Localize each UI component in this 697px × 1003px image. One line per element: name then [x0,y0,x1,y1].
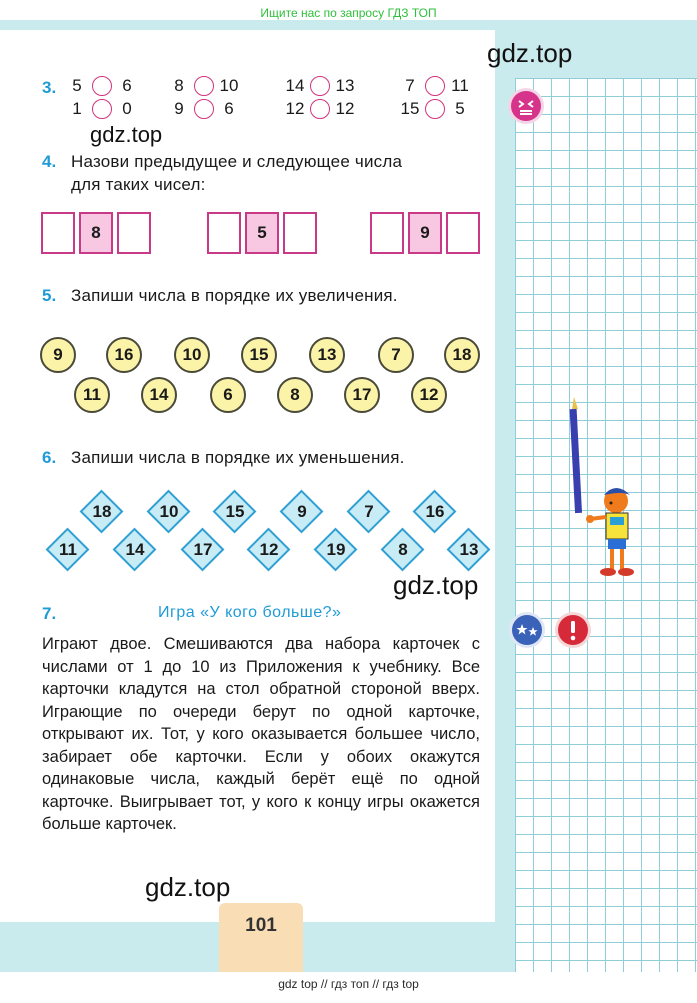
number-diamond: 15 [213,490,257,534]
comparison-item [399,99,471,119]
number-diamond: 14 [113,528,157,572]
empty-box[interactable] [117,212,151,254]
empty-box[interactable] [283,212,317,254]
task-number: 3. [42,78,57,97]
number-circle: 8 [277,377,313,413]
right-number: 6 [224,99,234,118]
footer-links[interactable]: gdz top // гдз топ // гдз top [278,977,419,991]
comparison-item [399,76,471,96]
left-number: 12 [285,99,305,118]
watermark: gdz.top [487,38,573,68]
left-number: 9 [174,99,184,118]
number-diamond: 12 [247,528,291,572]
comparison-item [66,76,138,96]
empty-box[interactable] [207,212,241,254]
number-circle: 13 [309,337,345,373]
number-circle: 10 [174,337,210,373]
comparison-item [284,76,356,96]
number-circle: 18 [444,337,480,373]
left-number: 14 [285,76,305,95]
left-number: 5 [72,76,82,95]
task-number: 7. [42,604,57,623]
task-text: Назови предыдущее и следующее числа [71,152,403,171]
given-number-box: 5 [245,212,279,254]
comparison-item [168,99,240,119]
comparison-item [284,99,356,119]
right-number: 6 [122,76,132,95]
boy-with-pencil-illustration [560,395,640,585]
comparison-item [66,99,138,119]
watermark: gdz.top [145,872,231,902]
number-circle: 17 [344,377,380,413]
right-number: 5 [455,99,465,118]
empty-box[interactable] [41,212,75,254]
number-circle: 7 [378,337,414,373]
left-number: 1 [72,99,82,118]
watermark: gdz.top [393,570,479,600]
left-number: 7 [405,76,415,95]
number-diamond: 17 [181,528,225,572]
number-diamond: 16 [413,490,457,534]
comparison-sign-circle[interactable] [425,99,445,119]
comparison-sign-circle[interactable] [310,76,330,96]
number-diamond: 10 [147,490,191,534]
number-diamond: 18 [80,490,124,534]
number-neighbors-group [41,212,151,254]
left-number: 15 [400,99,420,118]
number-circle: 11 [74,377,110,413]
right-number: 10 [219,76,239,95]
game-title: Игра «У кого больше?» [158,604,342,621]
number-diamond: 7 [347,490,391,534]
empty-box[interactable] [370,212,404,254]
watermark: gdz.top [90,122,163,147]
exclamation-icon [555,612,591,648]
stars-icon [509,612,545,648]
number-circle: 15 [241,337,277,373]
right-number: 11 [451,76,469,95]
comparison-sign-circle[interactable] [310,99,330,119]
right-number: 0 [122,99,132,118]
comparison-sign-circle[interactable] [425,76,445,96]
task-text: Запиши числа в порядке их уменьшения. [71,448,405,467]
top-banner[interactable]: Ищите нас по запросу ГДЗ ТОП [260,6,437,20]
given-number-box: 9 [408,212,442,254]
page-number: 101 [219,903,303,972]
compare-icon [508,88,544,124]
number-circle: 14 [141,377,177,413]
number-diamond: 11 [46,528,90,572]
number-diamond: 9 [280,490,324,534]
number-neighbors-group [370,212,480,254]
left-number: 8 [174,76,184,95]
empty-box[interactable] [446,212,480,254]
given-number-box: 8 [79,212,113,254]
game-rules-text: Играют двое. Смешиваются два набора карточек с числами от 1 до 10 из Приложения к учебнику. Все карточки кладутся на стол обратной стороной вверх. Играющие по очереди берут по одной карточке, открывают их. Тот, у кого оказывается большее число, забирает обе карточки. Если у обоих окажутся одинаковые числа, каждый берёт ещё по одной карточке. Выигрывает тот, у кого к концу игры окажется больше карточек. [42,635,480,833]
task-text: Запиши числа в порядке их увеличения. [71,286,398,305]
comparison-sign-circle[interactable] [92,99,112,119]
comparison-sign-circle[interactable] [194,99,214,119]
task-number: 5. [42,286,57,305]
number-neighbors-group [207,212,317,254]
task-number: 4. [42,152,57,171]
right-number: 12 [335,99,355,118]
number-circle: 9 [40,337,76,373]
task-number: 6. [42,448,57,467]
comparison-sign-circle[interactable] [194,76,214,96]
number-diamond: 19 [314,528,358,572]
comparison-item [168,76,240,96]
number-circle: 16 [106,337,142,373]
right-number: 13 [335,76,355,95]
number-circle: 12 [411,377,447,413]
number-diamond: 13 [447,528,491,572]
comparison-sign-circle[interactable] [92,76,112,96]
number-circle: 6 [210,377,246,413]
task-text: для таких чисел: [71,175,206,194]
number-diamond: 8 [381,528,425,572]
